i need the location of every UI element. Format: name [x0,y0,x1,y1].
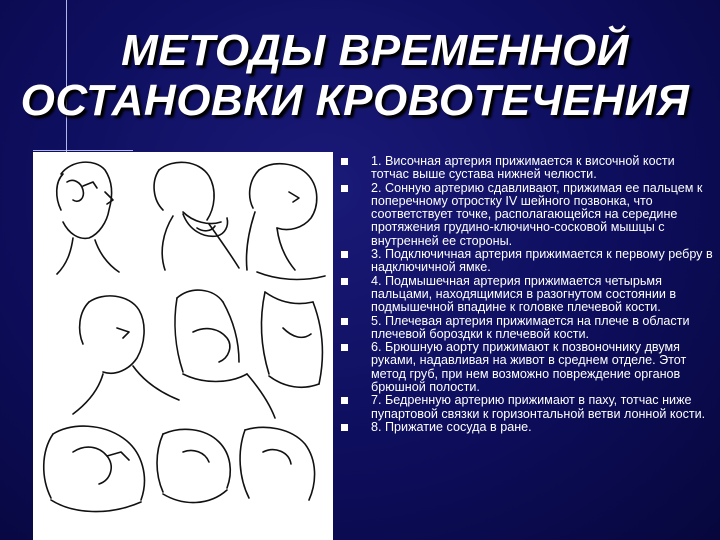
square-bullet-icon [341,158,348,165]
torso-figure-4 [73,296,179,414]
list-item [340,182,715,248]
bullet-list [340,155,715,434]
square-bullet-icon [341,251,348,258]
list-item-text: 2. Сонную артерию сдавливают, прижимая ее пальцем к поперечному отростку IV шейного позвонка, что соответствует точке, располагающейся на середине протяжения грудино-ключично-сосковой мышцы с внутренней ее стороны. [371,180,703,248]
list-item-text: 8. Прижатие сосуда в ране. [371,419,532,434]
first-aid-pressure-points-illustration [33,152,333,540]
list-item-text: 4. Подмышечная артерия прижимается четырьмя пальцами, находящимися в разогнутом состоянии в подмышечной впадине к головке плечевой кости. [371,273,677,315]
list-item-text: 1. Височная артерия прижимается к височной кости тотчас выше сустава нижней челюсти. [371,154,675,182]
list-item-text: 3. Подключичная артерия прижимается к первому ребру в надключичной ямке. [371,247,713,275]
list-item [340,421,715,434]
head-figure-3 [246,164,325,280]
list-item [340,394,715,421]
list-item-text: 6. Брюшную аорту прижимают к позвоночнику двумя руками, надавливая на живот в среднем отделе. Этот метод груб, при нем возможно повреждение органов брюшной полости. [371,340,687,395]
square-bullet-icon [341,397,348,404]
arm-figure-5 [175,290,275,418]
slide-title [0,26,720,126]
square-bullet-icon [341,344,348,351]
first-aid-illustration [33,152,333,540]
list-item [340,341,715,394]
list-item [340,315,715,342]
square-bullet-icon [341,185,348,192]
frame-horizontal-line [33,150,133,151]
torso-figure-6 [262,292,323,387]
head-figure-2 [154,162,239,270]
list-item-text: 5. Плечевая артерия прижимается на плече в области плечевой бороздки к плечевой кости. [371,313,690,341]
list-item [340,275,715,315]
square-bullet-icon [341,424,348,431]
leg-figure-8 [157,427,315,502]
square-bullet-icon [341,318,348,325]
head-figure-1 [57,162,119,274]
list-item-text: 7. Бедренную артерию прижимают в паху, тотчас ниже пупартовой связки к горизонтальной ветви лонной кости. [371,393,706,421]
square-bullet-icon [341,278,348,285]
title-line-2: ОСТАНОВКИ КРОВОТЕЧЕНИЯ [20,76,690,125]
hands-figure-7 [44,426,145,511]
title-line-1: МЕТОДЫ ВРЕМЕННОЙ [121,26,629,75]
list-item [340,155,715,182]
list-item [340,248,715,275]
